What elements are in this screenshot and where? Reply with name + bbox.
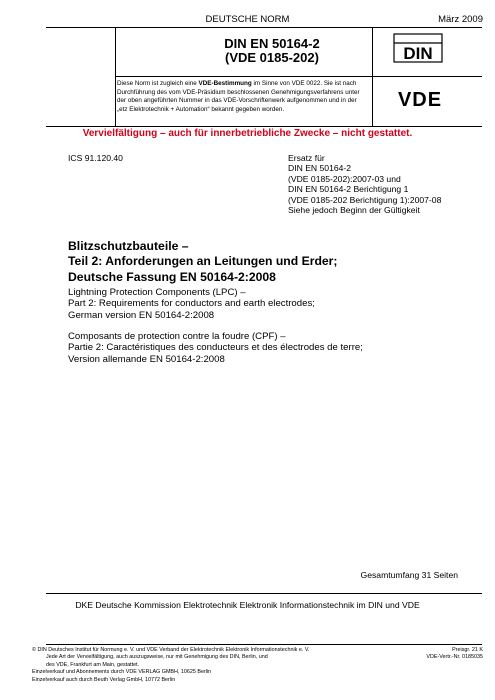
footer-rule: [46, 644, 482, 645]
vde-notice: [117, 80, 370, 114]
notice-line-2: Durchführung des vom VDE-Präsidium beschlossenen Genehmigungsverfahrens unter: [117, 88, 360, 96]
title-english-line: German version EN 50164-2:2008: [68, 309, 215, 321]
title-french: [68, 331, 363, 365]
replaces-line: (VDE 0185-202):2007-03 und: [288, 173, 401, 184]
replaces-line: DIN EN 50164-2 Berichtigung 1: [288, 184, 409, 195]
title-german-line: Blitzschutzbauteile –: [68, 239, 189, 253]
price-group: Preisgr. 21 K: [452, 647, 483, 653]
notice-line-1: [117, 80, 370, 89]
notice-line-4: „etz Elektrotechnik + Automation“ bekannt gegeben worden.: [117, 105, 285, 113]
title-french-line: Version allemande EN 50164-2:2008: [68, 353, 225, 365]
box-mid-rule: [115, 76, 482, 77]
notice-line-3: der oben angeführten Nummer in das VDE-Vorschriftenwerk aufgenommen und in der: [117, 97, 357, 105]
footer-line: Jede Art der Vervielfältigung, auch auszugsweise, nur mit Genehmigung des DIN, Berlin, und: [46, 654, 268, 661]
footer-line: © DIN Deutsches Institut für Normung e. V. und VDE Verband der Elektrotechnik Elektronik Informationstechnik e. V.: [32, 647, 310, 653]
standard-number-block: [188, 37, 356, 65]
title-english-line: Lightning Protection Components (LPC) –: [68, 287, 246, 298]
dke-line: DKE Deutsche Kommission Elektrotechnik Elektronik Informationstechnik im DIN und VDE: [75, 600, 420, 610]
footer-line: Einzelverkauf auch durch Beuth Verlag GmbH, 10772 Berlin: [32, 676, 176, 683]
document-type: DEUTSCHE NORM: [205, 14, 290, 25]
copy-warning: Vervielfältigung – auch für innerbetriebliche Zwecke – nicht gestattet.: [82, 128, 413, 139]
notice-bold: VDE-Bestimmung: [198, 80, 252, 87]
footer-copyright: [32, 647, 366, 684]
footer-line: Einzelverkauf und Abonnements durch VDE VERLAG GMBH, 10625 Berlin: [32, 669, 212, 676]
ics-code: ICS 91.120.40: [68, 153, 123, 163]
replaces-block: [288, 153, 441, 215]
total-pages: Gesamtumfang 31 Seiten: [360, 570, 458, 580]
box-bottom-rule: [46, 126, 482, 127]
standard-number: DIN EN 50164-2: [224, 36, 320, 51]
issue-date: März 2009: [438, 14, 483, 25]
notice-prefix: Diese Norm ist zugleich eine: [117, 80, 199, 87]
title-french-line: Partie 2: Caractéristiques des conducteurs et des électrodes de terre;: [68, 342, 363, 354]
replaces-line: Ersatz für: [288, 153, 325, 163]
din-logo-text: DIN: [403, 44, 433, 63]
replaces-line: DIN EN 50164-2: [288, 163, 352, 174]
title-german-line: Teil 2: Anforderungen an Leitungen und Erder;: [68, 254, 338, 269]
title-german: [68, 239, 337, 285]
vde-logo-text: VDE: [397, 89, 443, 110]
footer-line: des VDE, Frankfurt am Main, gestattet.: [46, 661, 140, 668]
replaces-line: Siehe jedoch Beginn der Gültigkeit: [288, 205, 420, 216]
title-german-line: Deutsche Fassung EN 50164-2:2008: [68, 269, 276, 284]
footer-price: [426, 647, 483, 662]
replaces-line: (VDE 0185-202 Berichtigung 1):2007-08: [288, 194, 442, 205]
vde-number: (VDE 0185-202): [225, 50, 319, 65]
din-logo: [393, 33, 443, 63]
vde-logo: [390, 88, 450, 110]
top-rule: [46, 27, 482, 28]
notice-line1-rest: im Sinne von VDE 0022. Sie ist nach: [251, 80, 357, 87]
title-french-line: Composants de protection contre la foudre (CPF) –: [68, 331, 286, 342]
dke-rule: [46, 593, 482, 594]
title-english-line: Part 2: Requirements for conductors and earth electrodes;: [68, 298, 315, 310]
title-english: [68, 287, 315, 321]
vde-order-number: VDE-Vertr.-Nr. 0185035: [426, 654, 483, 661]
